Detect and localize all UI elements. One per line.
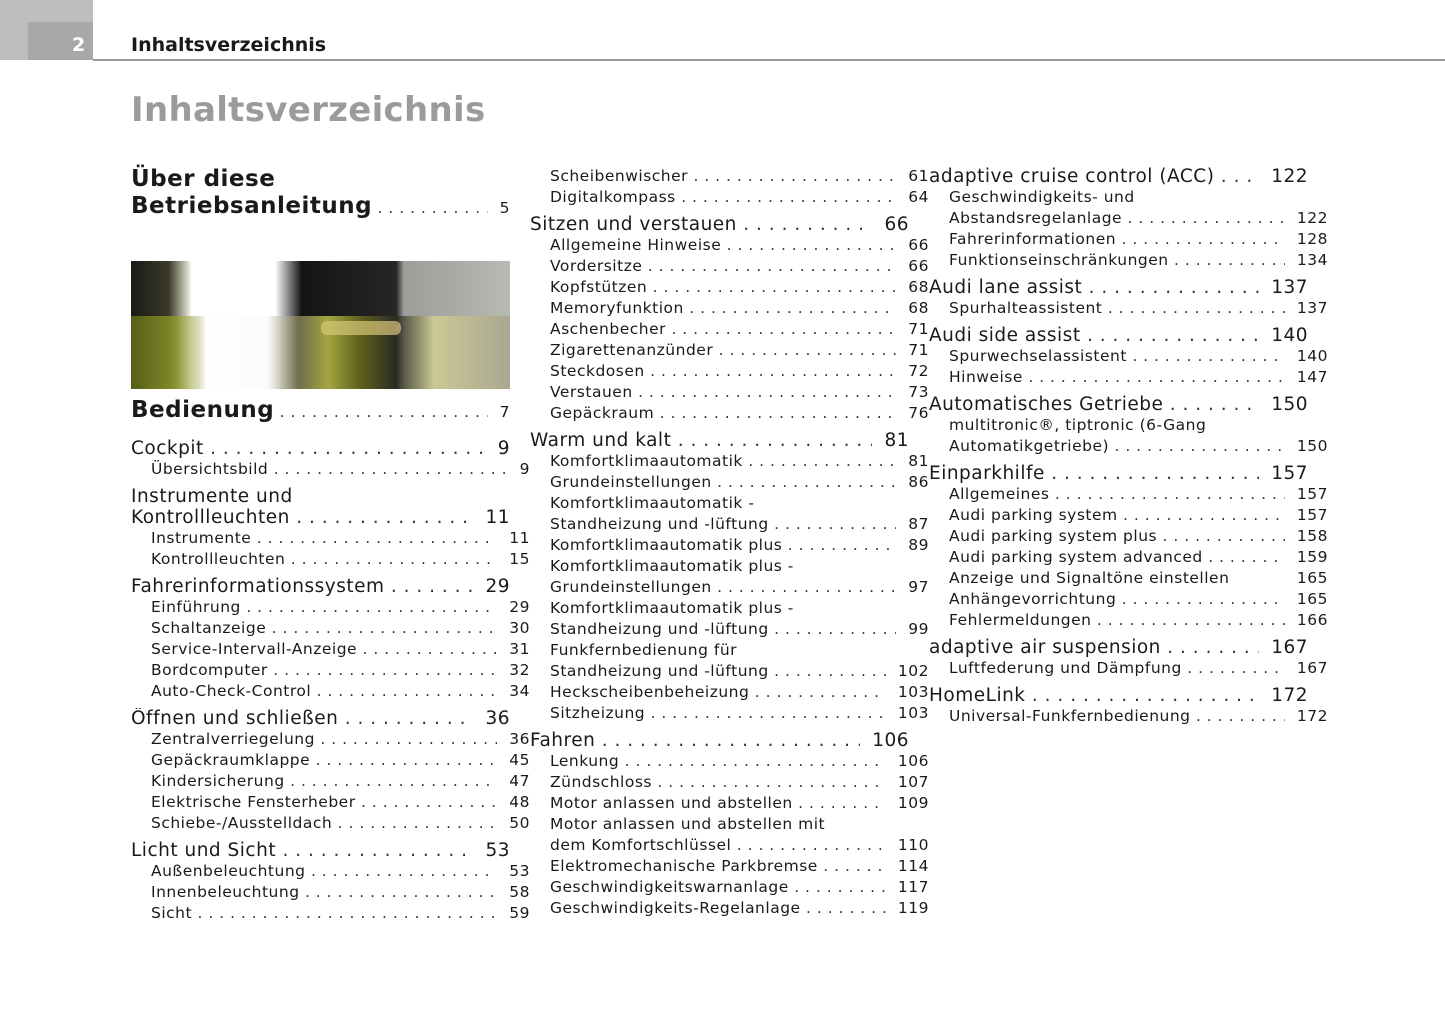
toc-entry-label: Schaltanzeige . . . <box>151 618 530 639</box>
toc-entry[interactable] <box>131 708 510 729</box>
toc-entry-page: 34 <box>497 681 530 702</box>
toc-entry-page: 64 <box>896 187 929 208</box>
toc-entry[interactable] <box>929 484 1328 505</box>
toc-entry[interactable] <box>929 277 1308 298</box>
toc-entry[interactable] <box>530 187 929 208</box>
toc-entry[interactable] <box>530 235 929 256</box>
toc-entry-label: Gepäckraum . . . <box>550 403 929 424</box>
toc-entry[interactable] <box>929 658 1328 679</box>
toc-entry-label: Heckscheibenbeheizung . . . <box>550 682 929 703</box>
toc-entry-page: 122 <box>1285 208 1328 229</box>
toc-entry-label: Kontrollleuchten . . . <box>131 507 510 528</box>
toc-entry[interactable] <box>929 415 1328 457</box>
toc-entry[interactable] <box>131 771 530 792</box>
toc-entry-label: Komfortklimaautomatik plus . . . <box>550 535 929 556</box>
toc-entry-label: Standheizung und -lüftung . . . <box>550 661 929 682</box>
toc-entry-page: 167 <box>1259 637 1308 658</box>
toc-entry-label: Fehlermeldungen . . . <box>949 610 1328 631</box>
toc-entry-label: Innenbeleuchtung . . . <box>151 882 530 903</box>
toc-entry-page: 53 <box>473 840 510 861</box>
toc-entry-label: Funktionseinschränkungen . . . <box>949 250 1328 271</box>
toc-entry-bedienung[interactable] <box>131 397 510 426</box>
toc-entry-page: 87 <box>896 514 929 535</box>
toc-entry[interactable] <box>131 681 530 702</box>
toc-entry-label: Elektromechanische Parkbremse . . . <box>550 856 929 877</box>
toc-entry-page: 110 <box>886 835 929 856</box>
toc-entry-label: Instrumente . . . <box>151 528 530 549</box>
toc-entry-label: Einführung . . . <box>151 597 530 618</box>
toc-entry-label: Steckdosen . . . <box>550 361 929 382</box>
toc-entry-label: Audi side assist . . . <box>929 325 1308 346</box>
toc-entry-label: Licht und Sicht . . . <box>131 840 510 861</box>
cockpit-photo-highlight <box>321 321 401 335</box>
toc-entry-label: Bedienung . . . <box>131 397 510 426</box>
toc-entry-label: Verstauen . . . <box>550 382 929 403</box>
toc-entry-line1: Motor anlassen und abstellen mit <box>550 815 826 833</box>
toc-entry-page: 99 <box>896 619 929 640</box>
toc-entry-label: Scheibenwischer . . . <box>550 166 929 187</box>
toc-entry-page: 73 <box>896 382 929 403</box>
toc-entry-page: 66 <box>896 256 929 277</box>
toc-entry-page: 107 <box>886 772 929 793</box>
toc-entry[interactable] <box>530 493 929 535</box>
toc-entry-page: 103 <box>886 682 929 703</box>
toc-entry-page: 11 <box>473 507 510 528</box>
toc-entry-label: Grundeinstellungen . . . <box>550 472 929 493</box>
toc-entry-line1: Funkfernbedienung für <box>550 641 738 659</box>
toc-entry-label: Automatisches Getriebe . . . <box>929 394 1308 415</box>
header-rule <box>93 59 1445 61</box>
toc-entry[interactable] <box>929 637 1308 658</box>
toc-entry[interactable] <box>131 903 530 924</box>
toc-entry-page: 134 <box>1285 250 1328 271</box>
toc-entry-page: 117 <box>886 877 929 898</box>
toc-entry-page: 11 <box>497 528 530 549</box>
toc-entry-page: 140 <box>1259 325 1308 346</box>
toc-entry-label: Bordcomputer . . . <box>151 660 530 681</box>
toc-entry-label: Anzeige und Signaltöne einstellen <box>949 569 1230 587</box>
toc-entry[interactable] <box>530 877 929 898</box>
toc-entry-label: Kindersicherung . . . <box>151 771 530 792</box>
toc-entry-page: 29 <box>497 597 530 618</box>
toc-entry[interactable] <box>530 814 929 856</box>
toc-entry[interactable] <box>929 547 1328 568</box>
toc-column-1 <box>131 166 530 924</box>
toc-entry-page: 106 <box>886 751 929 772</box>
toc-entry[interactable] <box>131 486 510 528</box>
toc-entry-page: 109 <box>886 793 929 814</box>
toc-entry[interactable] <box>530 556 929 598</box>
toc-entry-page: 30 <box>497 618 530 639</box>
toc-entry-label: Gepäckraumklappe . . . <box>151 750 530 771</box>
toc-entry-label: Universal-Funkfernbedienung . . . <box>949 706 1328 727</box>
toc-entry[interactable] <box>929 250 1328 271</box>
toc-entry-page: 7 <box>488 399 510 426</box>
toc-entry[interactable] <box>929 505 1328 526</box>
toc-entry[interactable] <box>929 394 1308 415</box>
toc-entry-page: 166 <box>1285 610 1328 631</box>
toc-entry-label: Zigarettenanzünder . . . <box>550 340 929 361</box>
toc-entry[interactable] <box>929 526 1328 547</box>
toc-entry-page: 140 <box>1285 346 1328 367</box>
toc-entry[interactable] <box>131 459 530 480</box>
toc-entry-page: 103 <box>886 703 929 724</box>
toc-entry[interactable] <box>530 166 929 187</box>
toc-entry-intro[interactable] <box>131 166 510 222</box>
toc-entry-page: 68 <box>896 277 929 298</box>
toc-entry-page: 137 <box>1259 277 1308 298</box>
toc-entry[interactable] <box>131 438 510 459</box>
toc-entry-label: Service-Intervall-Anzeige . . . <box>151 639 530 660</box>
toc-entry[interactable] <box>530 403 929 424</box>
toc-entry-label: Lenkung . . . <box>550 751 929 772</box>
toc-entry[interactable] <box>131 618 530 639</box>
toc-entry-line1: Komfortklimaautomatik plus - <box>550 599 794 617</box>
toc-entry[interactable] <box>929 187 1328 229</box>
toc-entry-page: 59 <box>497 903 530 924</box>
toc-entry[interactable] <box>530 793 929 814</box>
toc-entry[interactable] <box>929 706 1328 727</box>
toc-entry-page: 172 <box>1259 685 1308 706</box>
toc-entry-page: 147 <box>1285 367 1328 388</box>
toc-entry-page: 157 <box>1285 484 1328 505</box>
toc-entry[interactable] <box>530 451 929 472</box>
toc-entry-label: Auto-Check-Control . . . <box>151 681 530 702</box>
toc-entry-page: 66 <box>872 214 909 235</box>
toc-entry[interactable] <box>530 298 929 319</box>
toc-entry-label: Aschenbecher . . . <box>550 319 929 340</box>
toc-entry-page: 172 <box>1285 706 1328 727</box>
toc-entry[interactable] <box>530 640 929 682</box>
toc-entry-page: 45 <box>497 750 530 771</box>
toc-entry-label: Sicht . . . <box>151 903 530 924</box>
toc-entry[interactable] <box>530 430 909 451</box>
toc-entry-label: Memoryfunktion . . . <box>550 298 929 319</box>
toc-entry-page: 150 <box>1259 394 1308 415</box>
toc-entry[interactable] <box>530 472 929 493</box>
toc-entry-label: Schiebe-/Ausstelldach . . . <box>151 813 530 834</box>
cockpit-photo <box>131 261 510 389</box>
toc-entry-page: 122 <box>1259 166 1308 187</box>
toc-column-2 <box>530 166 929 919</box>
toc-entry[interactable] <box>530 319 929 340</box>
toc-entry-label: Warm und kalt . . . <box>530 430 909 451</box>
toc-entry-label: adaptive air suspension . . . <box>929 637 1308 658</box>
toc-entry-line1: Komfortklimaautomatik plus - <box>550 557 794 575</box>
toc-entry[interactable] <box>530 898 929 919</box>
toc-entry-label: Spurhalteassistent . . . <box>949 298 1328 319</box>
toc-entry-label: Geschwindigkeits-Regelanlage . . . <box>550 898 929 919</box>
toc-entry[interactable] <box>530 256 929 277</box>
toc-entry[interactable] <box>530 598 929 640</box>
toc-entry-page: 48 <box>497 792 530 813</box>
toc-entry-page: 9 <box>508 459 530 480</box>
toc-entry-page: 128 <box>1285 229 1328 250</box>
toc-entry-line1: multitronic®, tiptronic (6-Gang <box>949 416 1207 434</box>
toc-entry[interactable] <box>131 840 510 861</box>
toc-entry[interactable] <box>530 751 929 772</box>
toc-entry-page: 53 <box>497 861 530 882</box>
toc-entry-page: 50 <box>497 813 530 834</box>
toc-entry-label: Betriebsanleitung . . . <box>131 193 510 222</box>
toc-entry[interactable] <box>929 166 1308 187</box>
toc-entry[interactable] <box>131 597 530 618</box>
toc-entry-page: 9 <box>486 438 510 459</box>
toc-entry[interactable] <box>530 730 909 751</box>
toc-entry-page: 61 <box>896 166 929 187</box>
toc-entry-label: Kontrollleuchten . . . <box>151 549 530 570</box>
toc-entry-page: 165 <box>1285 568 1328 589</box>
toc-entry-page: 114 <box>886 856 929 877</box>
page-number: 2 <box>72 34 86 56</box>
toc-entry[interactable] <box>131 729 530 750</box>
toc-entry-label: Sitzheizung . . . <box>550 703 929 724</box>
toc-entry-page: 89 <box>896 535 929 556</box>
toc-entry-page: 119 <box>886 898 929 919</box>
toc-entry-label: Geschwindigkeitswarnanlage . . . <box>550 877 929 898</box>
toc-entry[interactable] <box>131 660 530 681</box>
toc-entry-page: 31 <box>497 639 530 660</box>
toc-entry[interactable] <box>929 610 1328 631</box>
toc-entry[interactable] <box>530 856 929 877</box>
toc-entry[interactable] <box>530 361 929 382</box>
toc-entry[interactable] <box>530 340 929 361</box>
toc-entry-page: 66 <box>896 235 929 256</box>
toc-entry[interactable] <box>131 861 530 882</box>
toc-entry[interactable] <box>131 528 530 549</box>
toc-entry[interactable] <box>131 792 530 813</box>
toc-entry-label: Audi parking system plus . . . <box>949 526 1328 547</box>
toc-entry-label: Einparkhilfe . . . <box>929 463 1308 484</box>
toc-entry-line1: Komfortklimaautomatik - <box>550 494 755 512</box>
page-title: Inhaltsverzeichnis <box>131 90 486 130</box>
toc-entry-page: 158 <box>1285 526 1328 547</box>
toc-entry-label: Digitalkompass . . . <box>550 187 929 208</box>
toc-entry-label: Hinweise . . . <box>949 367 1328 388</box>
toc-entry-label: Automatikgetriebe) . . . <box>949 436 1328 457</box>
toc-entry-label: Kopfstützen . . . <box>550 277 929 298</box>
toc-entry-label: Sitzen und verstauen . . . <box>530 214 909 235</box>
toc-entry-label: Standheizung und -lüftung . . . <box>550 514 929 535</box>
toc-entry-label: Komfortklimaautomatik . . . <box>550 451 929 472</box>
toc-entry-page: 81 <box>872 430 909 451</box>
toc-entry-label: Zündschloss . . . <box>550 772 929 793</box>
toc-column-3 <box>929 166 1328 727</box>
toc-entry[interactable] <box>929 463 1308 484</box>
toc-entry[interactable] <box>131 639 530 660</box>
toc-entry-page: 5 <box>488 195 510 222</box>
toc-entry-page: 36 <box>497 729 530 750</box>
toc-entry-page: 97 <box>896 577 929 598</box>
toc-entry-label: Anhängevorrichtung . . . <box>949 589 1328 610</box>
toc-entry-page: 36 <box>473 708 510 729</box>
toc-entry-label: HomeLink . . . <box>929 685 1308 706</box>
toc-entry-label: Öffnen und schließen . . . <box>131 708 510 729</box>
toc-entry-page: 72 <box>896 361 929 382</box>
toc-entry-label: Fahren . . . <box>530 730 909 751</box>
toc-entry-page: 157 <box>1285 505 1328 526</box>
toc-entry-page: 106 <box>860 730 909 751</box>
toc-entry-page: 165 <box>1285 589 1328 610</box>
toc-entry-page: 137 <box>1285 298 1328 319</box>
toc-entry-page: 58 <box>497 882 530 903</box>
toc-entry[interactable] <box>929 298 1328 319</box>
toc-entry[interactable] <box>530 703 929 724</box>
toc-entry-label: Audi parking system advanced . . . <box>949 547 1328 568</box>
toc-entry-page: 29 <box>473 576 510 597</box>
toc-entry[interactable] <box>131 813 530 834</box>
toc-entry-label: Audi parking system . . . <box>949 505 1328 526</box>
toc-entry-page: 81 <box>896 451 929 472</box>
toc-entry-label: Audi lane assist . . . <box>929 277 1308 298</box>
toc-entry-label: Elektrische Fensterheber . . . <box>151 792 530 813</box>
toc-entry-page: 71 <box>896 319 929 340</box>
toc-entry-label: Vordersitze . . . <box>550 256 929 277</box>
toc-entry-label: Zentralverriegelung . . . <box>151 729 530 750</box>
toc-entry[interactable] <box>929 229 1328 250</box>
toc-entry-label: adaptive cruise control (ACC) . . . <box>929 166 1308 187</box>
toc-entry-label: Fahrerinformationen . . . <box>949 229 1328 250</box>
toc-entry-label: Allgemeines . . . <box>949 484 1328 505</box>
toc-entry-label: Luftfederung und Dämpfung . . . <box>949 658 1328 679</box>
running-title: Inhaltsverzeichnis <box>131 34 327 56</box>
toc-entry-label: Motor anlassen und abstellen . . . <box>550 793 929 814</box>
toc-entry-page: 150 <box>1285 436 1328 457</box>
toc-entry-page: 68 <box>896 298 929 319</box>
toc-entry[interactable] <box>530 214 909 235</box>
toc-entry-label: Cockpit . . . <box>131 438 510 459</box>
toc-entry[interactable] <box>530 772 929 793</box>
toc-entry-label: Außenbeleuchtung . . . <box>151 861 530 882</box>
toc-entry-line1: Instrumente und <box>131 486 293 507</box>
toc-entry-label: Spurwechselassistent . . . <box>949 346 1328 367</box>
toc-entry-page: 32 <box>497 660 530 681</box>
toc-entry-line1: Über diese <box>131 166 276 192</box>
toc-entry[interactable] <box>530 682 929 703</box>
toc-entry[interactable] <box>929 685 1308 706</box>
toc-entry[interactable] <box>131 750 530 771</box>
toc-entry[interactable] <box>131 576 510 597</box>
toc-entry[interactable] <box>530 535 929 556</box>
toc-entry-line1: Geschwindigkeits- und <box>949 188 1135 206</box>
toc-entry-label: Standheizung und -lüftung . . . <box>550 619 929 640</box>
toc-entry[interactable] <box>530 382 929 403</box>
toc-entry-label: Grundeinstellungen . . . <box>550 577 929 598</box>
toc-entry-label: Abstandsregelanlage . . . <box>949 208 1328 229</box>
toc-entry-page: 76 <box>896 403 929 424</box>
toc-entry[interactable] <box>131 882 530 903</box>
toc-entry[interactable] <box>929 367 1328 388</box>
toc-entry[interactable] <box>131 549 530 570</box>
toc-entry-page: 102 <box>886 661 929 682</box>
toc-entry[interactable] <box>929 589 1328 610</box>
toc-entry-page: 15 <box>497 549 530 570</box>
toc-entry-page: 159 <box>1285 547 1328 568</box>
toc-entry-page: 167 <box>1285 658 1328 679</box>
toc-entry-page: 86 <box>896 472 929 493</box>
toc-entry[interactable] <box>929 325 1308 346</box>
toc-entry-page: 157 <box>1259 463 1308 484</box>
toc-entry[interactable] <box>929 346 1328 367</box>
toc-entry-page: 47 <box>497 771 530 792</box>
toc-entry-page: 71 <box>896 340 929 361</box>
toc-entry-label: Allgemeine Hinweise . . . <box>550 235 929 256</box>
toc-entry-label: dem Komfortschlüssel . . . <box>550 835 929 856</box>
toc-entry-label: Fahrerinformationssystem . . . <box>131 576 510 597</box>
toc-entry[interactable] <box>929 568 1328 589</box>
toc-entry-label: Übersichtsbild . . . <box>151 459 530 480</box>
toc-entry[interactable] <box>530 277 929 298</box>
